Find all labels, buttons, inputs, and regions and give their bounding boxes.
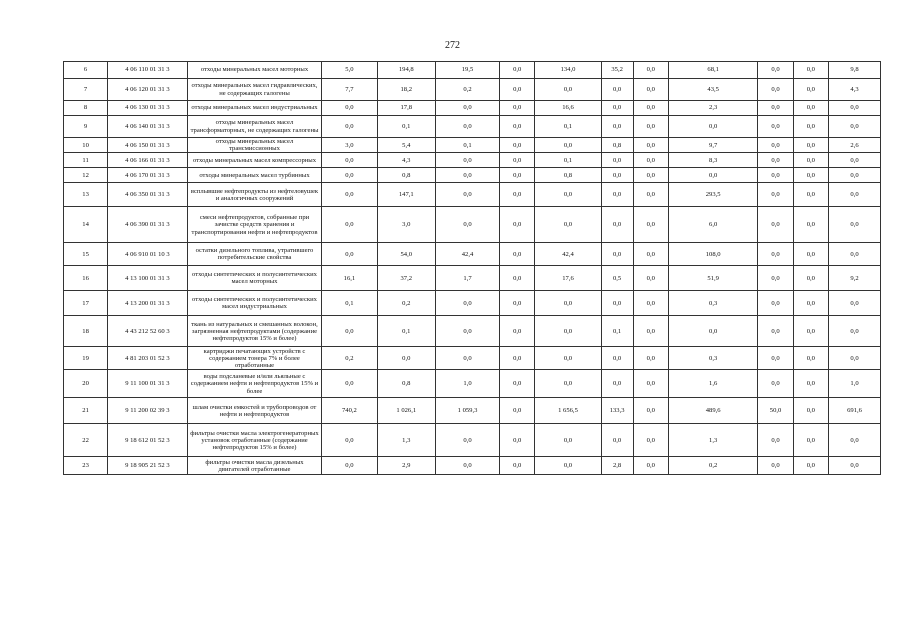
value-cell: 0,0 <box>601 347 633 370</box>
value-cell: 0,0 <box>793 183 828 207</box>
waste-code-cell: 9 18 905 21 52 3 <box>108 457 187 475</box>
value-cell: 0,0 <box>601 183 633 207</box>
value-cell: 0,0 <box>500 424 535 457</box>
table-row <box>64 398 881 424</box>
value-cell: 0,0 <box>758 347 793 370</box>
row-number-cell: 17 <box>64 291 108 316</box>
value-cell: 0,0 <box>633 243 668 266</box>
value-cell: 489,6 <box>668 398 757 424</box>
table-row <box>64 168 881 183</box>
value-cell: 7,7 <box>322 79 377 101</box>
waste-name-cell: картриджи печатающих устройств с содержанием тонера 7% и более отработанные <box>187 347 322 370</box>
row-number-cell: 19 <box>64 347 108 370</box>
value-cell: 0,0 <box>436 153 500 168</box>
waste-name-cell: смеси нефтепродуктов, собранные при зачистке средств хранения и транспортирования нефти и нефтепродуктов <box>187 207 322 243</box>
table-row <box>64 207 881 243</box>
value-cell: 37,2 <box>377 266 436 291</box>
value-cell: 0,0 <box>793 138 828 153</box>
value-cell: 0,1 <box>322 291 377 316</box>
value-cell: 147,1 <box>377 183 436 207</box>
waste-code-cell: 9 11 100 01 31 3 <box>108 370 187 398</box>
value-cell: 0,0 <box>322 457 377 475</box>
value-cell: 0,0 <box>535 457 601 475</box>
value-cell: 0,0 <box>535 207 601 243</box>
value-cell: 0,5 <box>601 266 633 291</box>
value-cell: 0,0 <box>633 153 668 168</box>
value-cell: 0,0 <box>793 347 828 370</box>
value-cell: 0,0 <box>758 138 793 153</box>
table-row <box>64 62 881 79</box>
value-cell: 0,0 <box>633 116 668 138</box>
value-cell: 0,0 <box>500 183 535 207</box>
value-cell: 0,1 <box>601 316 633 347</box>
waste-name-cell: остатки дизельного топлива, утратившего потребительские свойства <box>187 243 322 266</box>
value-cell: 194,8 <box>377 62 436 79</box>
row-number-cell: 11 <box>64 153 108 168</box>
value-cell: 50,0 <box>758 398 793 424</box>
waste-name-cell: отходы синтетических и полусинтетических масел индустриальных <box>187 291 322 316</box>
value-cell: 0,0 <box>500 398 535 424</box>
table-row <box>64 138 881 153</box>
value-cell: 0,0 <box>500 101 535 116</box>
value-cell: 0,0 <box>633 168 668 183</box>
value-cell: 0,0 <box>758 243 793 266</box>
value-cell: 0,0 <box>633 138 668 153</box>
value-cell: 0,0 <box>758 101 793 116</box>
row-number-cell: 13 <box>64 183 108 207</box>
value-cell: 0,0 <box>758 370 793 398</box>
value-cell: 0,0 <box>793 316 828 347</box>
waste-name-cell: отходы минеральных масел гидравлических, не содержащих галогены <box>187 79 322 101</box>
value-cell: 0,0 <box>793 457 828 475</box>
waste-code-cell: 4 06 110 01 31 3 <box>108 62 187 79</box>
value-cell: 0,0 <box>322 370 377 398</box>
value-cell: 0,0 <box>793 398 828 424</box>
waste-code-cell: 4 13 100 01 31 3 <box>108 266 187 291</box>
row-number-cell: 10 <box>64 138 108 153</box>
waste-code-cell: 9 18 612 01 52 3 <box>108 424 187 457</box>
waste-name-cell: отходы синтетических и полусинтетических масел моторных <box>187 266 322 291</box>
value-cell: 0,0 <box>758 424 793 457</box>
value-cell: 0,0 <box>322 153 377 168</box>
waste-data-table <box>63 61 881 475</box>
value-cell: 0,0 <box>601 116 633 138</box>
value-cell: 0,0 <box>436 457 500 475</box>
value-cell: 0,0 <box>500 370 535 398</box>
waste-code-cell: 4 06 350 01 31 3 <box>108 183 187 207</box>
value-cell: 0,0 <box>436 101 500 116</box>
value-cell: 108,0 <box>668 243 757 266</box>
value-cell: 0,0 <box>829 153 881 168</box>
value-cell: 0,0 <box>601 79 633 101</box>
waste-name-cell: отходы минеральных масел трансформаторных, не содержащих галогены <box>187 116 322 138</box>
value-cell: 0,0 <box>793 62 828 79</box>
value-cell: 2,9 <box>377 457 436 475</box>
value-cell: 0,2 <box>668 457 757 475</box>
value-cell: 0,0 <box>829 316 881 347</box>
table-row <box>64 347 881 370</box>
value-cell: 134,0 <box>535 62 601 79</box>
table-row <box>64 183 881 207</box>
row-number-cell: 12 <box>64 168 108 183</box>
value-cell: 0,0 <box>793 168 828 183</box>
value-cell: 0,8 <box>601 138 633 153</box>
value-cell: 0,0 <box>829 291 881 316</box>
value-cell: 17,8 <box>377 101 436 116</box>
value-cell: 0,0 <box>601 424 633 457</box>
value-cell: 0,0 <box>322 316 377 347</box>
value-cell: 0,0 <box>793 101 828 116</box>
value-cell: 0,0 <box>793 266 828 291</box>
waste-name-cell: всплывшие нефтепродукты из нефтеловушек и аналогичных сооружений <box>187 183 322 207</box>
value-cell: 1,7 <box>436 266 500 291</box>
value-cell: 0,0 <box>829 347 881 370</box>
waste-code-cell: 4 06 390 01 31 3 <box>108 207 187 243</box>
value-cell: 0,0 <box>793 370 828 398</box>
value-cell: 133,3 <box>601 398 633 424</box>
value-cell: 0,0 <box>633 266 668 291</box>
value-cell: 2,8 <box>601 457 633 475</box>
waste-name-cell: отходы минеральных масел турбинных <box>187 168 322 183</box>
waste-name-cell: шлам очистки емкостей и трубопроводов от нефти и нефтепродуктов <box>187 398 322 424</box>
value-cell: 0,0 <box>601 101 633 116</box>
value-cell: 0,0 <box>322 207 377 243</box>
value-cell: 0,0 <box>793 243 828 266</box>
value-cell: 0,0 <box>322 168 377 183</box>
row-number-cell: 6 <box>64 62 108 79</box>
value-cell: 0,0 <box>500 316 535 347</box>
value-cell: 1,0 <box>436 370 500 398</box>
value-cell: 0,0 <box>829 424 881 457</box>
value-cell: 0,0 <box>758 168 793 183</box>
value-cell: 54,0 <box>377 243 436 266</box>
value-cell: 0,0 <box>793 207 828 243</box>
value-cell: 0,8 <box>377 370 436 398</box>
value-cell: 0,0 <box>829 207 881 243</box>
value-cell: 0,0 <box>535 347 601 370</box>
value-cell: 0,0 <box>668 316 757 347</box>
value-cell: 0,2 <box>436 79 500 101</box>
value-cell: 0,0 <box>633 79 668 101</box>
row-number-cell: 16 <box>64 266 108 291</box>
waste-code-cell: 4 06 166 01 31 3 <box>108 153 187 168</box>
value-cell: 0,2 <box>322 347 377 370</box>
value-cell: 0,0 <box>829 168 881 183</box>
table-row <box>64 153 881 168</box>
waste-code-cell: 4 06 150 01 31 3 <box>108 138 187 153</box>
value-cell: 0,0 <box>601 370 633 398</box>
value-cell: 16,1 <box>322 266 377 291</box>
value-cell: 0,0 <box>633 316 668 347</box>
value-cell: 0,0 <box>500 291 535 316</box>
value-cell: 0,0 <box>500 347 535 370</box>
value-cell: 0,0 <box>535 316 601 347</box>
row-number-cell: 14 <box>64 207 108 243</box>
value-cell: 0,8 <box>377 168 436 183</box>
value-cell: 0,0 <box>601 291 633 316</box>
row-number-cell: 22 <box>64 424 108 457</box>
value-cell: 0,0 <box>633 101 668 116</box>
value-cell: 0,0 <box>436 347 500 370</box>
waste-code-cell: 4 06 130 01 31 3 <box>108 101 187 116</box>
value-cell: 0,0 <box>668 168 757 183</box>
value-cell: 17,6 <box>535 266 601 291</box>
table-row <box>64 457 881 475</box>
waste-name-cell: отходы минеральных масел моторных <box>187 62 322 79</box>
value-cell: 1 656,5 <box>535 398 601 424</box>
row-number-cell: 21 <box>64 398 108 424</box>
value-cell: 0,1 <box>377 316 436 347</box>
value-cell: 1 059,3 <box>436 398 500 424</box>
value-cell: 0,0 <box>758 457 793 475</box>
value-cell: 1,3 <box>377 424 436 457</box>
waste-code-cell: 4 43 212 52 60 3 <box>108 316 187 347</box>
value-cell: 0,0 <box>793 116 828 138</box>
value-cell: 0,0 <box>535 138 601 153</box>
value-cell: 0,0 <box>535 79 601 101</box>
value-cell: 0,0 <box>758 291 793 316</box>
waste-code-cell: 4 06 120 01 31 3 <box>108 79 187 101</box>
value-cell: 0,0 <box>633 291 668 316</box>
value-cell: 0,0 <box>535 424 601 457</box>
value-cell: 1,3 <box>668 424 757 457</box>
value-cell: 740,2 <box>322 398 377 424</box>
value-cell: 0,0 <box>601 153 633 168</box>
value-cell: 0,0 <box>436 168 500 183</box>
value-cell: 1,0 <box>829 370 881 398</box>
value-cell: 0,0 <box>500 153 535 168</box>
value-cell: 0,0 <box>601 243 633 266</box>
value-cell: 0,0 <box>535 291 601 316</box>
value-cell: 0,0 <box>758 62 793 79</box>
waste-code-cell: 9 11 200 02 39 3 <box>108 398 187 424</box>
value-cell: 0,0 <box>500 138 535 153</box>
table-row <box>64 116 881 138</box>
value-cell: 0,0 <box>758 116 793 138</box>
value-cell: 691,6 <box>829 398 881 424</box>
value-cell: 18,2 <box>377 79 436 101</box>
value-cell: 3,0 <box>322 138 377 153</box>
waste-code-cell: 4 81 203 01 52 3 <box>108 347 187 370</box>
value-cell: 0,0 <box>436 183 500 207</box>
value-cell: 0,0 <box>758 79 793 101</box>
waste-name-cell: отходы минеральных масел трансмиссионных <box>187 138 322 153</box>
value-cell: 0,0 <box>322 116 377 138</box>
row-number-cell: 9 <box>64 116 108 138</box>
value-cell: 0,2 <box>377 291 436 316</box>
value-cell: 0,0 <box>436 424 500 457</box>
value-cell: 0,0 <box>500 168 535 183</box>
value-cell: 4,3 <box>377 153 436 168</box>
value-cell: 1 026,1 <box>377 398 436 424</box>
value-cell: 0,0 <box>829 116 881 138</box>
table-row <box>64 424 881 457</box>
value-cell: 0,0 <box>668 116 757 138</box>
value-cell: 0,0 <box>500 207 535 243</box>
value-cell: 0,0 <box>793 291 828 316</box>
value-cell: 3,0 <box>377 207 436 243</box>
value-cell: 0,0 <box>633 398 668 424</box>
value-cell: 0,0 <box>633 370 668 398</box>
waste-code-cell: 4 06 170 01 31 3 <box>108 168 187 183</box>
value-cell: 0,0 <box>500 243 535 266</box>
value-cell: 0,0 <box>633 424 668 457</box>
page-number: 272 <box>445 40 460 51</box>
row-number-cell: 8 <box>64 101 108 116</box>
row-number-cell: 18 <box>64 316 108 347</box>
waste-code-cell: 4 06 910 01 10 3 <box>108 243 187 266</box>
value-cell: 0,0 <box>793 79 828 101</box>
value-cell: 51,9 <box>668 266 757 291</box>
value-cell: 293,5 <box>668 183 757 207</box>
value-cell: 0,1 <box>535 153 601 168</box>
value-cell: 0,0 <box>758 207 793 243</box>
value-cell: 43,5 <box>668 79 757 101</box>
row-number-cell: 23 <box>64 457 108 475</box>
value-cell: 0,0 <box>500 79 535 101</box>
value-cell: 4,3 <box>829 79 881 101</box>
table-row <box>64 316 881 347</box>
value-cell: 0,0 <box>829 101 881 116</box>
value-cell: 16,6 <box>535 101 601 116</box>
value-cell: 0,0 <box>436 207 500 243</box>
value-cell: 0,0 <box>436 291 500 316</box>
value-cell: 0,0 <box>436 116 500 138</box>
waste-code-cell: 4 06 140 01 31 3 <box>108 116 187 138</box>
value-cell: 0,0 <box>633 62 668 79</box>
value-cell: 0,0 <box>758 316 793 347</box>
waste-name-cell: отходы минеральных масел компрессорных <box>187 153 322 168</box>
value-cell: 0,0 <box>633 183 668 207</box>
value-cell: 0,0 <box>829 457 881 475</box>
value-cell: 19,5 <box>436 62 500 79</box>
value-cell: 5,0 <box>322 62 377 79</box>
value-cell: 9,7 <box>668 138 757 153</box>
value-cell: 35,2 <box>601 62 633 79</box>
value-cell: 42,4 <box>535 243 601 266</box>
value-cell: 9,2 <box>829 266 881 291</box>
value-cell: 0,3 <box>668 291 757 316</box>
value-cell: 68,1 <box>668 62 757 79</box>
value-cell: 0,0 <box>500 62 535 79</box>
table-row <box>64 243 881 266</box>
value-cell: 1,6 <box>668 370 757 398</box>
value-cell: 0,8 <box>535 168 601 183</box>
waste-name-cell: ткань из натуральных и смешанных волокон, загрязненная нефтепродуктами (содержание нефтепродуктов 15% и более) <box>187 316 322 347</box>
value-cell: 0,0 <box>377 347 436 370</box>
value-cell: 0,0 <box>535 370 601 398</box>
value-cell: 0,0 <box>500 116 535 138</box>
value-cell: 0,0 <box>500 457 535 475</box>
value-cell: 0,0 <box>633 457 668 475</box>
value-cell: 42,4 <box>436 243 500 266</box>
value-cell: 0,0 <box>322 101 377 116</box>
row-number-cell: 7 <box>64 79 108 101</box>
value-cell: 0,0 <box>535 183 601 207</box>
waste-name-cell: фильтры очистки масла дизельных двигателей отработанные <box>187 457 322 475</box>
value-cell: 0,3 <box>668 347 757 370</box>
value-cell: 0,0 <box>829 243 881 266</box>
value-cell: 6,0 <box>668 207 757 243</box>
value-cell: 0,0 <box>322 183 377 207</box>
value-cell: 0,0 <box>633 347 668 370</box>
table-row <box>64 291 881 316</box>
waste-name-cell: фильтры очистки масла электрогенераторных установок отработанные (содержание нефтепродуктов 15% и более) <box>187 424 322 457</box>
value-cell: 0,0 <box>322 424 377 457</box>
value-cell: 0,0 <box>601 168 633 183</box>
table-row <box>64 266 881 291</box>
value-cell: 0,0 <box>322 243 377 266</box>
row-number-cell: 15 <box>64 243 108 266</box>
value-cell: 0,0 <box>436 316 500 347</box>
table-row <box>64 79 881 101</box>
waste-name-cell: отходы минеральных масел индустриальных <box>187 101 322 116</box>
value-cell: 0,0 <box>500 266 535 291</box>
table-row <box>64 101 881 116</box>
value-cell: 0,0 <box>758 183 793 207</box>
waste-name-cell: воды подсланевые и/или льяльные с содержанием нефти и нефтепродуктов 15% и более <box>187 370 322 398</box>
value-cell: 0,0 <box>758 153 793 168</box>
value-cell: 0,0 <box>829 183 881 207</box>
value-cell: 0,0 <box>633 207 668 243</box>
value-cell: 8,3 <box>668 153 757 168</box>
waste-code-cell: 4 13 200 01 31 3 <box>108 291 187 316</box>
value-cell: 2,6 <box>829 138 881 153</box>
value-cell: 0,0 <box>793 153 828 168</box>
value-cell: 2,3 <box>668 101 757 116</box>
table-row <box>64 370 881 398</box>
value-cell: 0,1 <box>377 116 436 138</box>
value-cell: 0,0 <box>601 207 633 243</box>
value-cell: 0,1 <box>436 138 500 153</box>
value-cell: 0,1 <box>535 116 601 138</box>
value-cell: 0,0 <box>793 424 828 457</box>
value-cell: 9,8 <box>829 62 881 79</box>
value-cell: 0,0 <box>758 266 793 291</box>
value-cell: 5,4 <box>377 138 436 153</box>
row-number-cell: 20 <box>64 370 108 398</box>
